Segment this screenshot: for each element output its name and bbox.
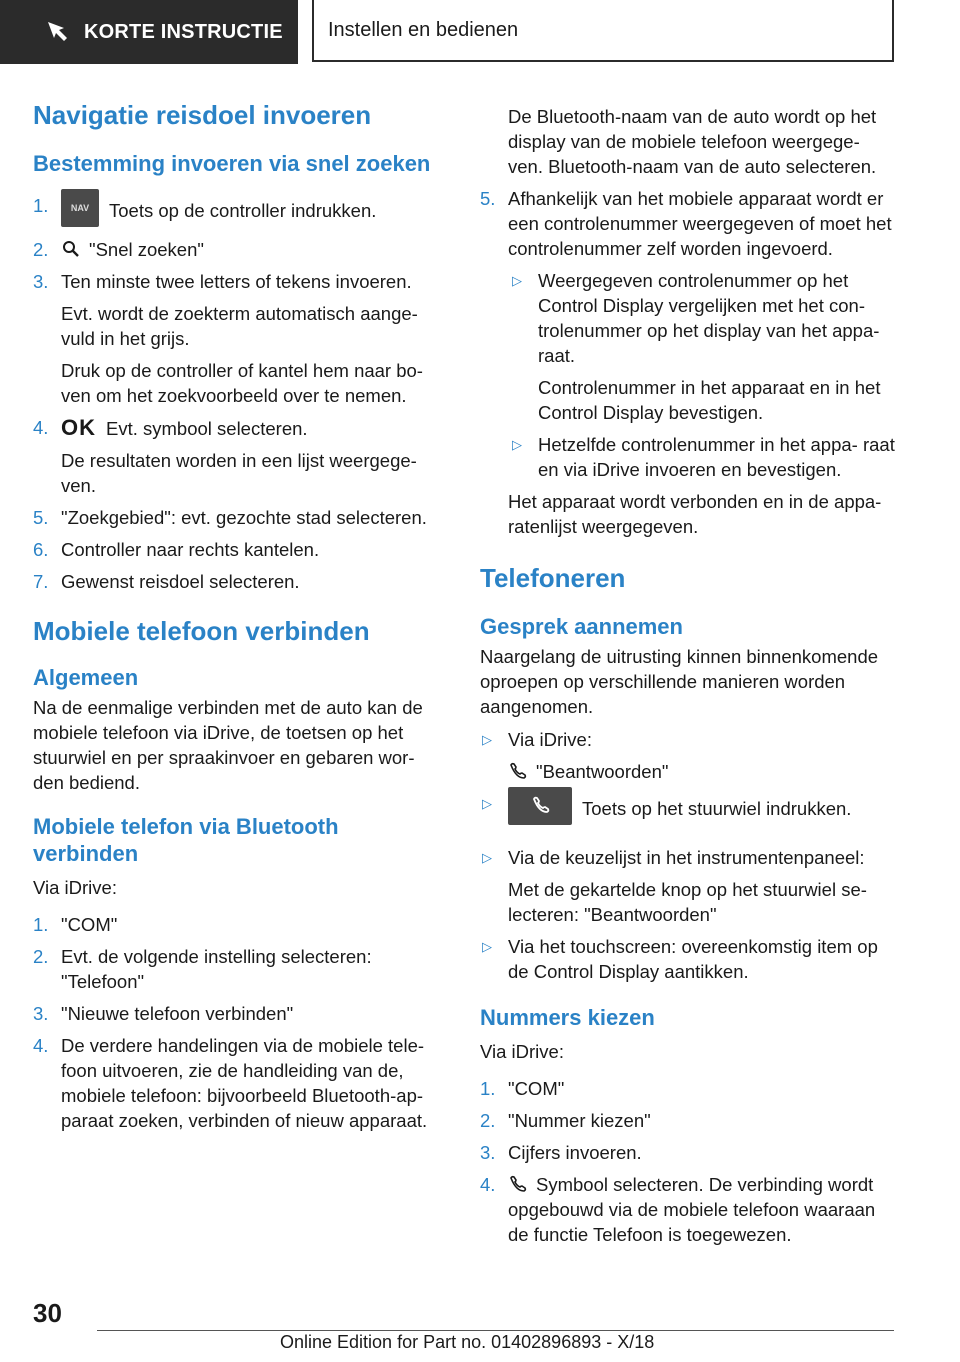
- header-section-tab: [0, 0, 298, 64]
- bullet-item: ▷ Via iDrive:: [482, 729, 592, 750]
- list-item: 7. Gewenst reisdoel selecteren.: [33, 571, 300, 592]
- phone-button-icon: [508, 787, 572, 825]
- heading-dial: Nummers kiezen: [480, 1005, 655, 1030]
- list-item: 5. "Zoekgebied": evt. gezochte stad selecteren.: [33, 507, 427, 528]
- step-note: Druk op de controller of kantel hem naar bo- ven om het zoekvoorbeeld over te nemen.: [61, 360, 423, 406]
- step-note: Het apparaat wordt verbonden en in de appa- ratenlijst weergegeven.: [508, 491, 882, 537]
- triangle-bullet-icon: ▷: [512, 273, 522, 288]
- nav-button-icon: NAV: [61, 189, 99, 227]
- triangle-bullet-icon: ▷: [512, 437, 522, 452]
- bullet-item: ▷ Hetzelfde controlenummer in het appa- raat en via iDrive invoeren en bevestigen.: [512, 434, 895, 480]
- bullet-item: ▷ Toets op het stuurwiel indrukken.: [480, 791, 898, 829]
- list-item: 1. "COM": [480, 1078, 565, 1099]
- section-label: KORTE INSTRUCTIE: [84, 20, 283, 43]
- list-item: 5. Afhankelijk van het mobiele apparaat wordt er een controlenummer weergegeven of moet het controlenummer zelf worden ingevoerd.: [480, 188, 892, 259]
- list-item: 4. OK Evt. symbool selecteren.: [33, 415, 308, 440]
- heading-bluetooth: Mobiele telefon via Bluetooth verbinden: [33, 814, 339, 866]
- list-item: 1. "COM": [33, 914, 118, 935]
- left-column: [33, 98, 443, 1133]
- list-item: 4. Symbool selecteren. De verbinding wordt opgebouwd via de mobiele telefoon waaraan de functie Telefoon is toegewezen.: [480, 1174, 876, 1245]
- list-item: 4. De verdere handelingen via de mobiele tele- foon uitvoeren, zie de handleiding van de, mobiele telefoon: bijvoorbeeld Bluetooth-ap- paraat zoeken, verbinden of nieuw apparaat.: [33, 1035, 428, 1131]
- answer-text: Naargelang de uitrusting kinnen binnenkomende oproepen op verschillende manieren worden aangenomen.: [480, 646, 879, 717]
- search-icon: [61, 239, 81, 259]
- header-chapter-tab: [312, 0, 894, 62]
- ok-icon: OK: [61, 415, 96, 440]
- heading-calling: Telefoneren: [480, 563, 626, 593]
- heading-general: Algemeen: [33, 665, 139, 690]
- bullet-note: "Beantwoorden": [480, 759, 898, 784]
- triangle-bullet-icon: ▷: [482, 850, 492, 865]
- list-item: 6. Controller naar rechts kantelen.: [33, 539, 320, 560]
- list-item: 3. Cijfers invoeren.: [480, 1142, 642, 1163]
- page-number: 30: [33, 1298, 62, 1328]
- heading-quick-search: Bestemming invoeren via snel zoeken: [33, 151, 431, 176]
- arrow-icon: [44, 18, 72, 46]
- list-item: 2. "Snel zoeken": [33, 239, 204, 260]
- via-idrive-text: Via iDrive:: [33, 877, 117, 898]
- phone-icon: [508, 761, 528, 781]
- step-note: Evt. wordt de zoekterm automatisch aange- vuld in het grijs.: [61, 303, 418, 349]
- heading-answer: Gesprek aannemen: [480, 614, 683, 639]
- triangle-bullet-icon: ▷: [482, 732, 492, 747]
- list-item: 3. Ten minste twee letters of tekens invoeren.: [33, 271, 412, 292]
- phone-icon: [508, 1174, 528, 1194]
- footer-edition: Online Edition for Part no. 01402896893 - X/18: [280, 1332, 655, 1352]
- step-note: De Bluetooth-naam van de auto wordt op het display van de mobiele telefoon weergege- ven. Bluetooth-naam van de auto selecteren.: [508, 106, 877, 177]
- heading-phone: Mobiele telefoon verbinden: [33, 616, 370, 646]
- step-note: De resultaten worden in een lijst weergege- ven.: [61, 450, 417, 496]
- bullet-note: Met de gekartelde knop op het stuurwiel se- lecteren: "Beantwoorden": [508, 879, 867, 925]
- chapter-label: Instellen en bedienen: [328, 18, 519, 41]
- bullet-item: ▷ Via de keuzelijst in het instrumentenpaneel:: [482, 847, 865, 868]
- list-item: 2. "Nummer kiezen": [480, 1110, 651, 1131]
- list-item: 2. Evt. de volgende instelling selecteren: "Telefoon": [33, 946, 372, 992]
- right-column: [480, 104, 898, 1247]
- bullet-note: Controlenummer in het apparaat en in het Control Display bevestigen.: [538, 377, 881, 423]
- list-item: 3. "Nieuwe telefoon verbinden": [33, 1003, 294, 1024]
- via-idrive-text: Via iDrive:: [480, 1041, 564, 1062]
- general-text: Na de eenmalige verbinden met de auto kan de mobiele telefoon via iDrive, de toetsen op het stuurwiel en per spraakinvoer en gebaren wor- den bediend.: [33, 697, 423, 793]
- heading-navigation: Navigatie reisdoel invoeren: [33, 100, 372, 130]
- triangle-bullet-icon: ▷: [482, 939, 492, 954]
- triangle-bullet-icon: ▷: [482, 796, 492, 811]
- bullet-item: ▷ Via het touchscreen: overeenkomstig item op de Control Display aantikken.: [482, 936, 878, 982]
- footer-divider: [97, 1330, 894, 1331]
- bullet-item: ▷ Weergegeven controlenummer op het Control Display vergelijken met het con- trolenummer op het display van het appa- raat.: [512, 270, 880, 366]
- list-item: 1. NAV Toets op de controller indrukken.: [33, 193, 443, 231]
